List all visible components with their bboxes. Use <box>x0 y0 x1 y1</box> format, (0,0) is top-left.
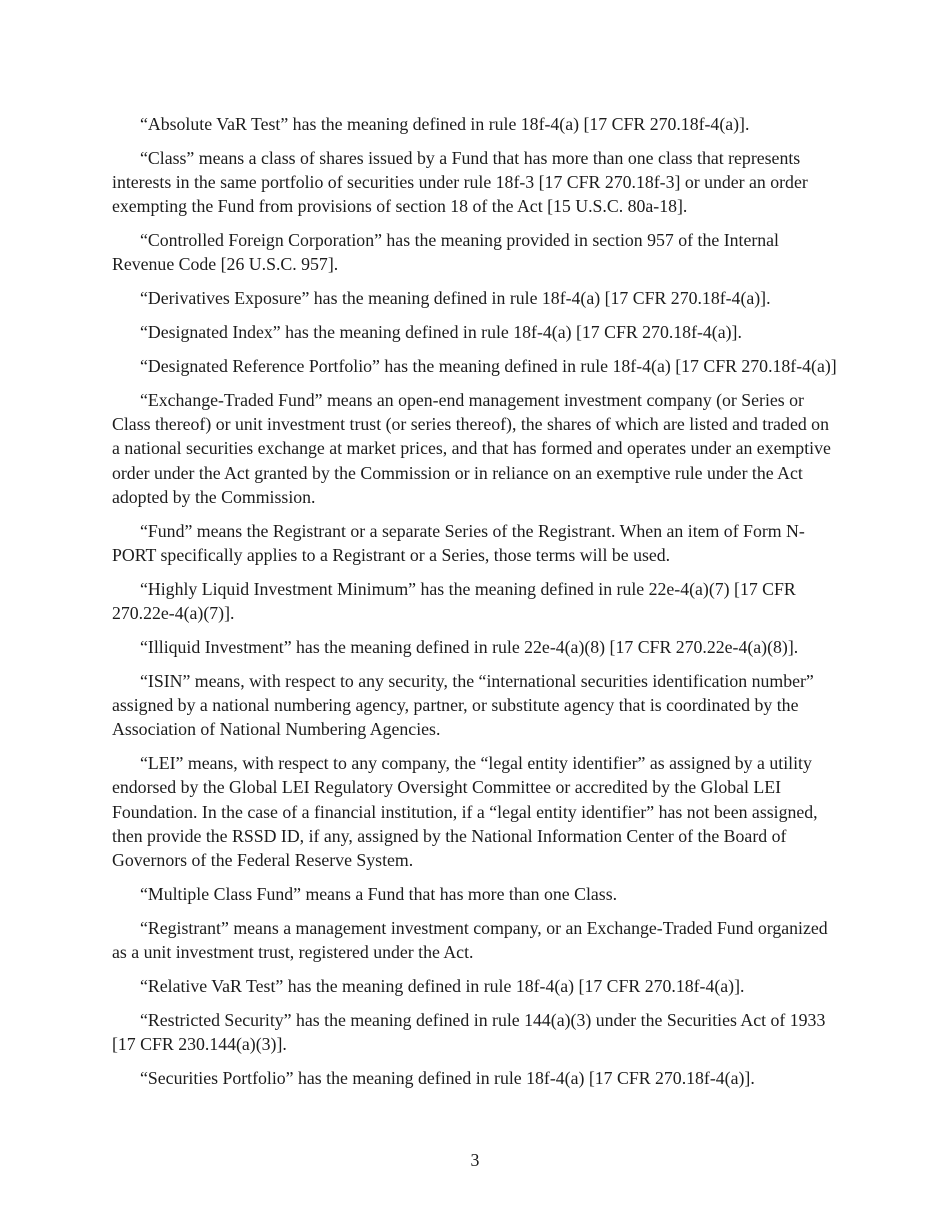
page-number: 3 <box>470 1150 480 1170</box>
definition-restricted-security: “Restricted Security” has the meaning defined in rule 144(a)(3) under the Securities Act of 1933 [17 CFR 230.144(a)(3)]. <box>112 1009 826 1054</box>
definition-registrant: “Registrant” means a management investment company, or an Exchange-Traded Fund organized as a unit investment trust, registered under the Act. <box>112 917 828 963</box>
definition-fund: “Fund” means the Registrant or a separate Series of the Registrant. When an item of Form N-PORT specifically applies to a Registrant or a Series, those terms will be used. <box>112 520 805 565</box>
definition-isin: “ISIN” means, with respect to any security, the “international securities identification number” assigned by a national numbering agency, partner, or substitute agency that is coordinated by the Association of National Numbering Agencies. <box>112 670 814 740</box>
definition-exchange-traded-fund: “Exchange-Traded Fund” means an open-end management investment company (or Series or Class thereof) or unit investment trust (or series thereof), the shares of which are listed and traded on a national securities exchange at market prices, and that has formed and operates under an exemptive order under the Act granted by the Commission or in reliance on an exemptive rule under the Act adopted by the Commission. <box>112 389 831 507</box>
definition-multiple-class-fund: “Multiple Class Fund” means a Fund that has more than one Class. <box>140 884 618 905</box>
definition-designated-reference-portfolio: “Designated Reference Portfolio” has the meaning defined in rule 18f-4(a) [17 CFR 270.18f-4(a)] <box>140 355 837 376</box>
document-body <box>112 112 840 1100</box>
definition-absolute-var-test: “Absolute VaR Test” has the meaning defined in rule 18f-4(a) [17 CFR 270.18f-4(a)]. <box>140 114 750 134</box>
definition-class: “Class” means a class of shares issued by a Fund that has more than one class that represents interests in the same portfolio of securities under rule 18f-3 [17 CFR 270.18f-3] or under an order exempting the Fund from provisions of section 18 of the Act [15 U.S.C. 80a-18]. <box>112 147 808 217</box>
definition-lei: “LEI” means, with respect to any company, the “legal entity identifier” as assigned by a utility endorsed by the Global LEI Regulatory Oversight Committee or accredited by the Global LEI Foundation. In the case of a financial institution, if a “legal entity identifier” has not been assigned, then provide the RSSD ID, if any, assigned by the National Information Center of the Board of Governors of the Federal Reserve System. <box>112 753 818 871</box>
definition-designated-index: “Designated Index” has the meaning defined in rule 18f-4(a) [17 CFR 270.18f-4(a)]. <box>140 322 742 343</box>
definition-illiquid-investment: “Illiquid Investment” has the meaning defined in rule 22e-4(a)(8) [17 CFR 270.22e-4(a)(8)]. <box>140 636 799 657</box>
definition-securities-portfolio: “Securities Portfolio” has the meaning defined in rule 18f-4(a) [17 CFR 270.18f-4(a)]. <box>140 1067 755 1088</box>
definition-controlled-foreign-corporation: “Controlled Foreign Corporation” has the meaning provided in section 957 of the Internal Revenue Code [26 U.S.C. 957]. <box>112 230 779 275</box>
definition-highly-liquid-investment-minimum: “Highly Liquid Investment Minimum” has the meaning defined in rule 22e-4(a)(7) [17 CFR 270.22e-4(a)(7)]. <box>112 578 796 624</box>
definition-relative-var-test: “Relative VaR Test” has the meaning defined in rule 18f-4(a) [17 CFR 270.18f-4(a)]. <box>140 975 745 996</box>
definition-derivatives-exposure: “Derivatives Exposure” has the meaning defined in rule 18f-4(a) [17 CFR 270.18f-4(a)]. <box>140 288 771 309</box>
